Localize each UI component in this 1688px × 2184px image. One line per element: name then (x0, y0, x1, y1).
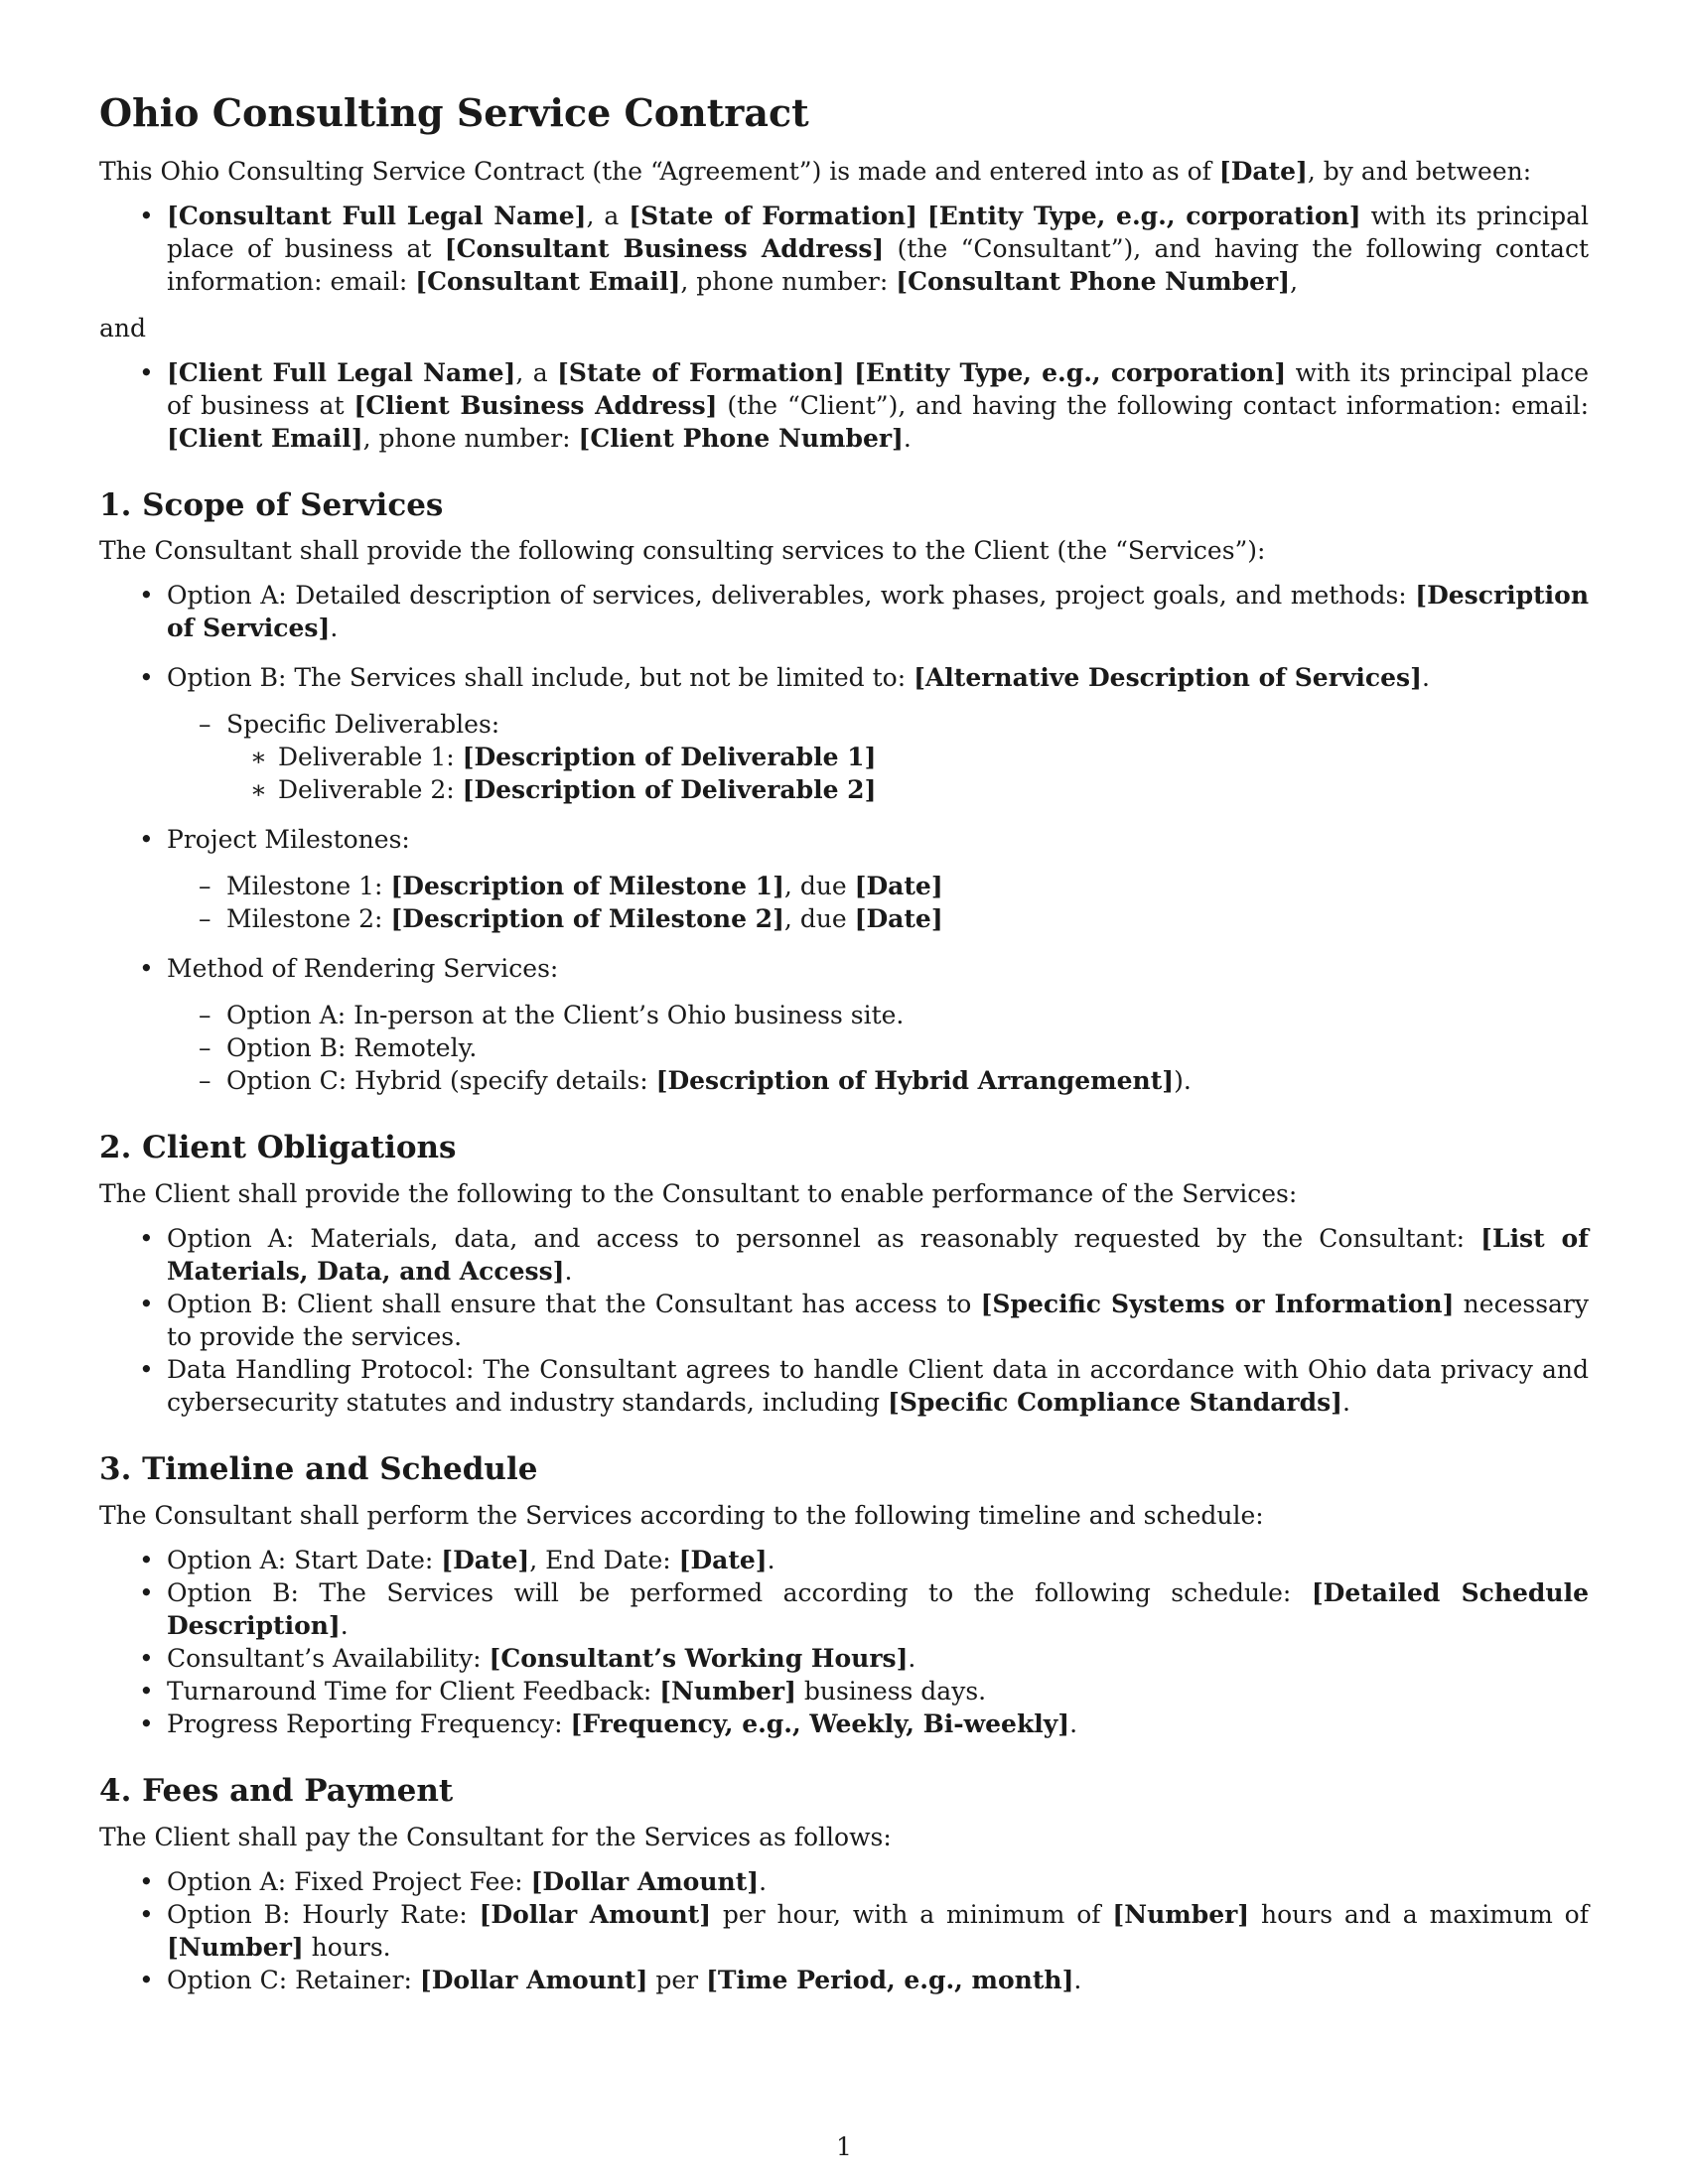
section-4-intro: The Client shall pay the Consultant for the Services as follows: (99, 1822, 892, 1851)
fee-option-c: • Option C: Retainer: [Dollar Amount] per [Time Period, e.g., month]. (99, 1964, 1589, 1996)
timeline-option-b: • Option B: The Services will be performed according to the following schedule: [Detailed Schedule Description]. (99, 1576, 1589, 1642)
section-2-intro: The Client shall provide the following to the Consultant to enable performance of the Services: (99, 1179, 1298, 1208)
consultant-availability: • Consultant’s Availability: [Consultant’s Working Hours]. (99, 1642, 1589, 1675)
specific-deliverables: – Specific Deliverables: ∗ Deliverable 1: [Description of Deliverable 1] ∗ Deliverable 2: [Description of Deliverable 2] (167, 708, 1589, 806)
milestone-1: – Milestone 1: [Description of Milestone 1], due [Date] (167, 870, 1589, 902)
obligation-option-a: • Option A: Materials, data, and access to personnel as reasonably requested by the Consultant: [List of Materials, Data, and Access]. (99, 1222, 1589, 1288)
data-handling-protocol: • Data Handling Protocol: The Consultant agrees to handle Client data in accordance with Ohio data privacy and cybersecurity statutes and industry standards, including [Specific Compliance Standards]. (99, 1353, 1589, 1419)
scope-option-a: • Option A: Detailed description of services, deliverables, work phases, project goals, and methods: [Description of Services]. (99, 579, 1589, 644)
document-page (99, 89, 1589, 2006)
consultant-party: • [Consultant Full Legal Name], a [State of Formation] [Entity Type, e.g., corporation] with its principal place of business at [Consultant Business Address] (the “Consultant”), and having the following contact information: email: [Consultant Email], phone number: [Consultant Phone Number], (99, 200, 1589, 298)
agreement-date-placeholder: [Date] (1218, 156, 1308, 186)
timeline-list (99, 1544, 1589, 1740)
scope-list (99, 579, 1589, 1097)
consultant-party-list (99, 200, 1589, 298)
and-separator: and (99, 313, 147, 342)
deliverable-2: ∗ Deliverable 2: [Description of Deliverable 2] (226, 773, 1589, 806)
deliverables-list (167, 708, 1589, 806)
client-party: • [Client Full Legal Name], a [State of Formation] [Entity Type, e.g., corporation] with its principal place of business at [Client Business Address] (the “Client”), and having the following contact information: email: [Client Email], phone number: [Client Phone Number]. (99, 356, 1589, 455)
method-of-rendering: • Method of Rendering Services: – Option A: In-person at the Client’s Ohio business site. – Option B: Remotely. – Option C: Hybrid (specify details: [Description of Hybrid Arrangement]). (99, 952, 1589, 1097)
intro-paragraph: This Ohio Consulting Service Contract (the “Agreement”) is made and entered into as of [Date], by and between: (99, 156, 1532, 186)
fee-option-b: • Option B: Hourly Rate: [Dollar Amount] per hour, with a minimum of [Number] hours and a maximum of [Number] hours. (99, 1898, 1589, 1964)
fees-list (99, 1865, 1589, 1996)
turnaround-time: • Turnaround Time for Client Feedback: [Number] business days. (99, 1675, 1589, 1707)
deliverable-1: ∗ Deliverable 1: [Description of Deliverable 1] (226, 741, 1589, 773)
section-1-intro: The Consultant shall provide the following consulting services to the Client (the “Services”): (99, 536, 1266, 566)
section-4-heading: 4. Fees and Payment (99, 1772, 454, 1809)
document-title: Ohio Consulting Service Contract (99, 90, 809, 135)
client-obligations-list (99, 1222, 1589, 1419)
scope-option-b: • Option B: The Services shall include, but not be limited to: [Alternative Description of Services]. – Specific Deliverables: ∗ Deliverable 1: [Description of Deliverable 1] ∗ Deliverable 2: [Description of Deliverable 2] (99, 661, 1589, 806)
obligation-option-b: • Option B: Client shall ensure that the Consultant has access to [Specific Systems or Information] necessary to provide the services. (99, 1288, 1589, 1353)
project-milestones: • Project Milestones: – Milestone 1: [Description of Milestone 1], due [Date] – Milestone 2: [Description of Milestone 2], due [Date] (99, 823, 1589, 935)
client-party-list (99, 356, 1589, 455)
method-option-a: – Option A: In-person at the Client’s Ohio business site. (167, 999, 1589, 1031)
progress-reporting: • Progress Reporting Frequency: [Frequency, e.g., Weekly, Bi-weekly]. (99, 1707, 1589, 1740)
page-number: 1 (836, 2132, 852, 2161)
section-2-heading: 2. Client Obligations (99, 1130, 457, 1166)
milestone-2: – Milestone 2: [Description of Milestone 2], due [Date] (167, 902, 1589, 935)
section-3-intro: The Consultant shall perform the Services according to the following timeline and schedule: (99, 1500, 1264, 1530)
method-option-b: – Option B: Remotely. (167, 1031, 1589, 1064)
timeline-option-a: • Option A: Start Date: [Date], End Date: [Date]. (99, 1544, 1589, 1576)
fee-option-a: • Option A: Fixed Project Fee: [Dollar Amount]. (99, 1865, 1589, 1898)
section-1-heading: 1. Scope of Services (99, 486, 444, 523)
method-option-c: – Option C: Hybrid (specify details: [Description of Hybrid Arrangement]). (167, 1064, 1589, 1097)
section-3-heading: 3. Timeline and Schedule (99, 1451, 538, 1487)
